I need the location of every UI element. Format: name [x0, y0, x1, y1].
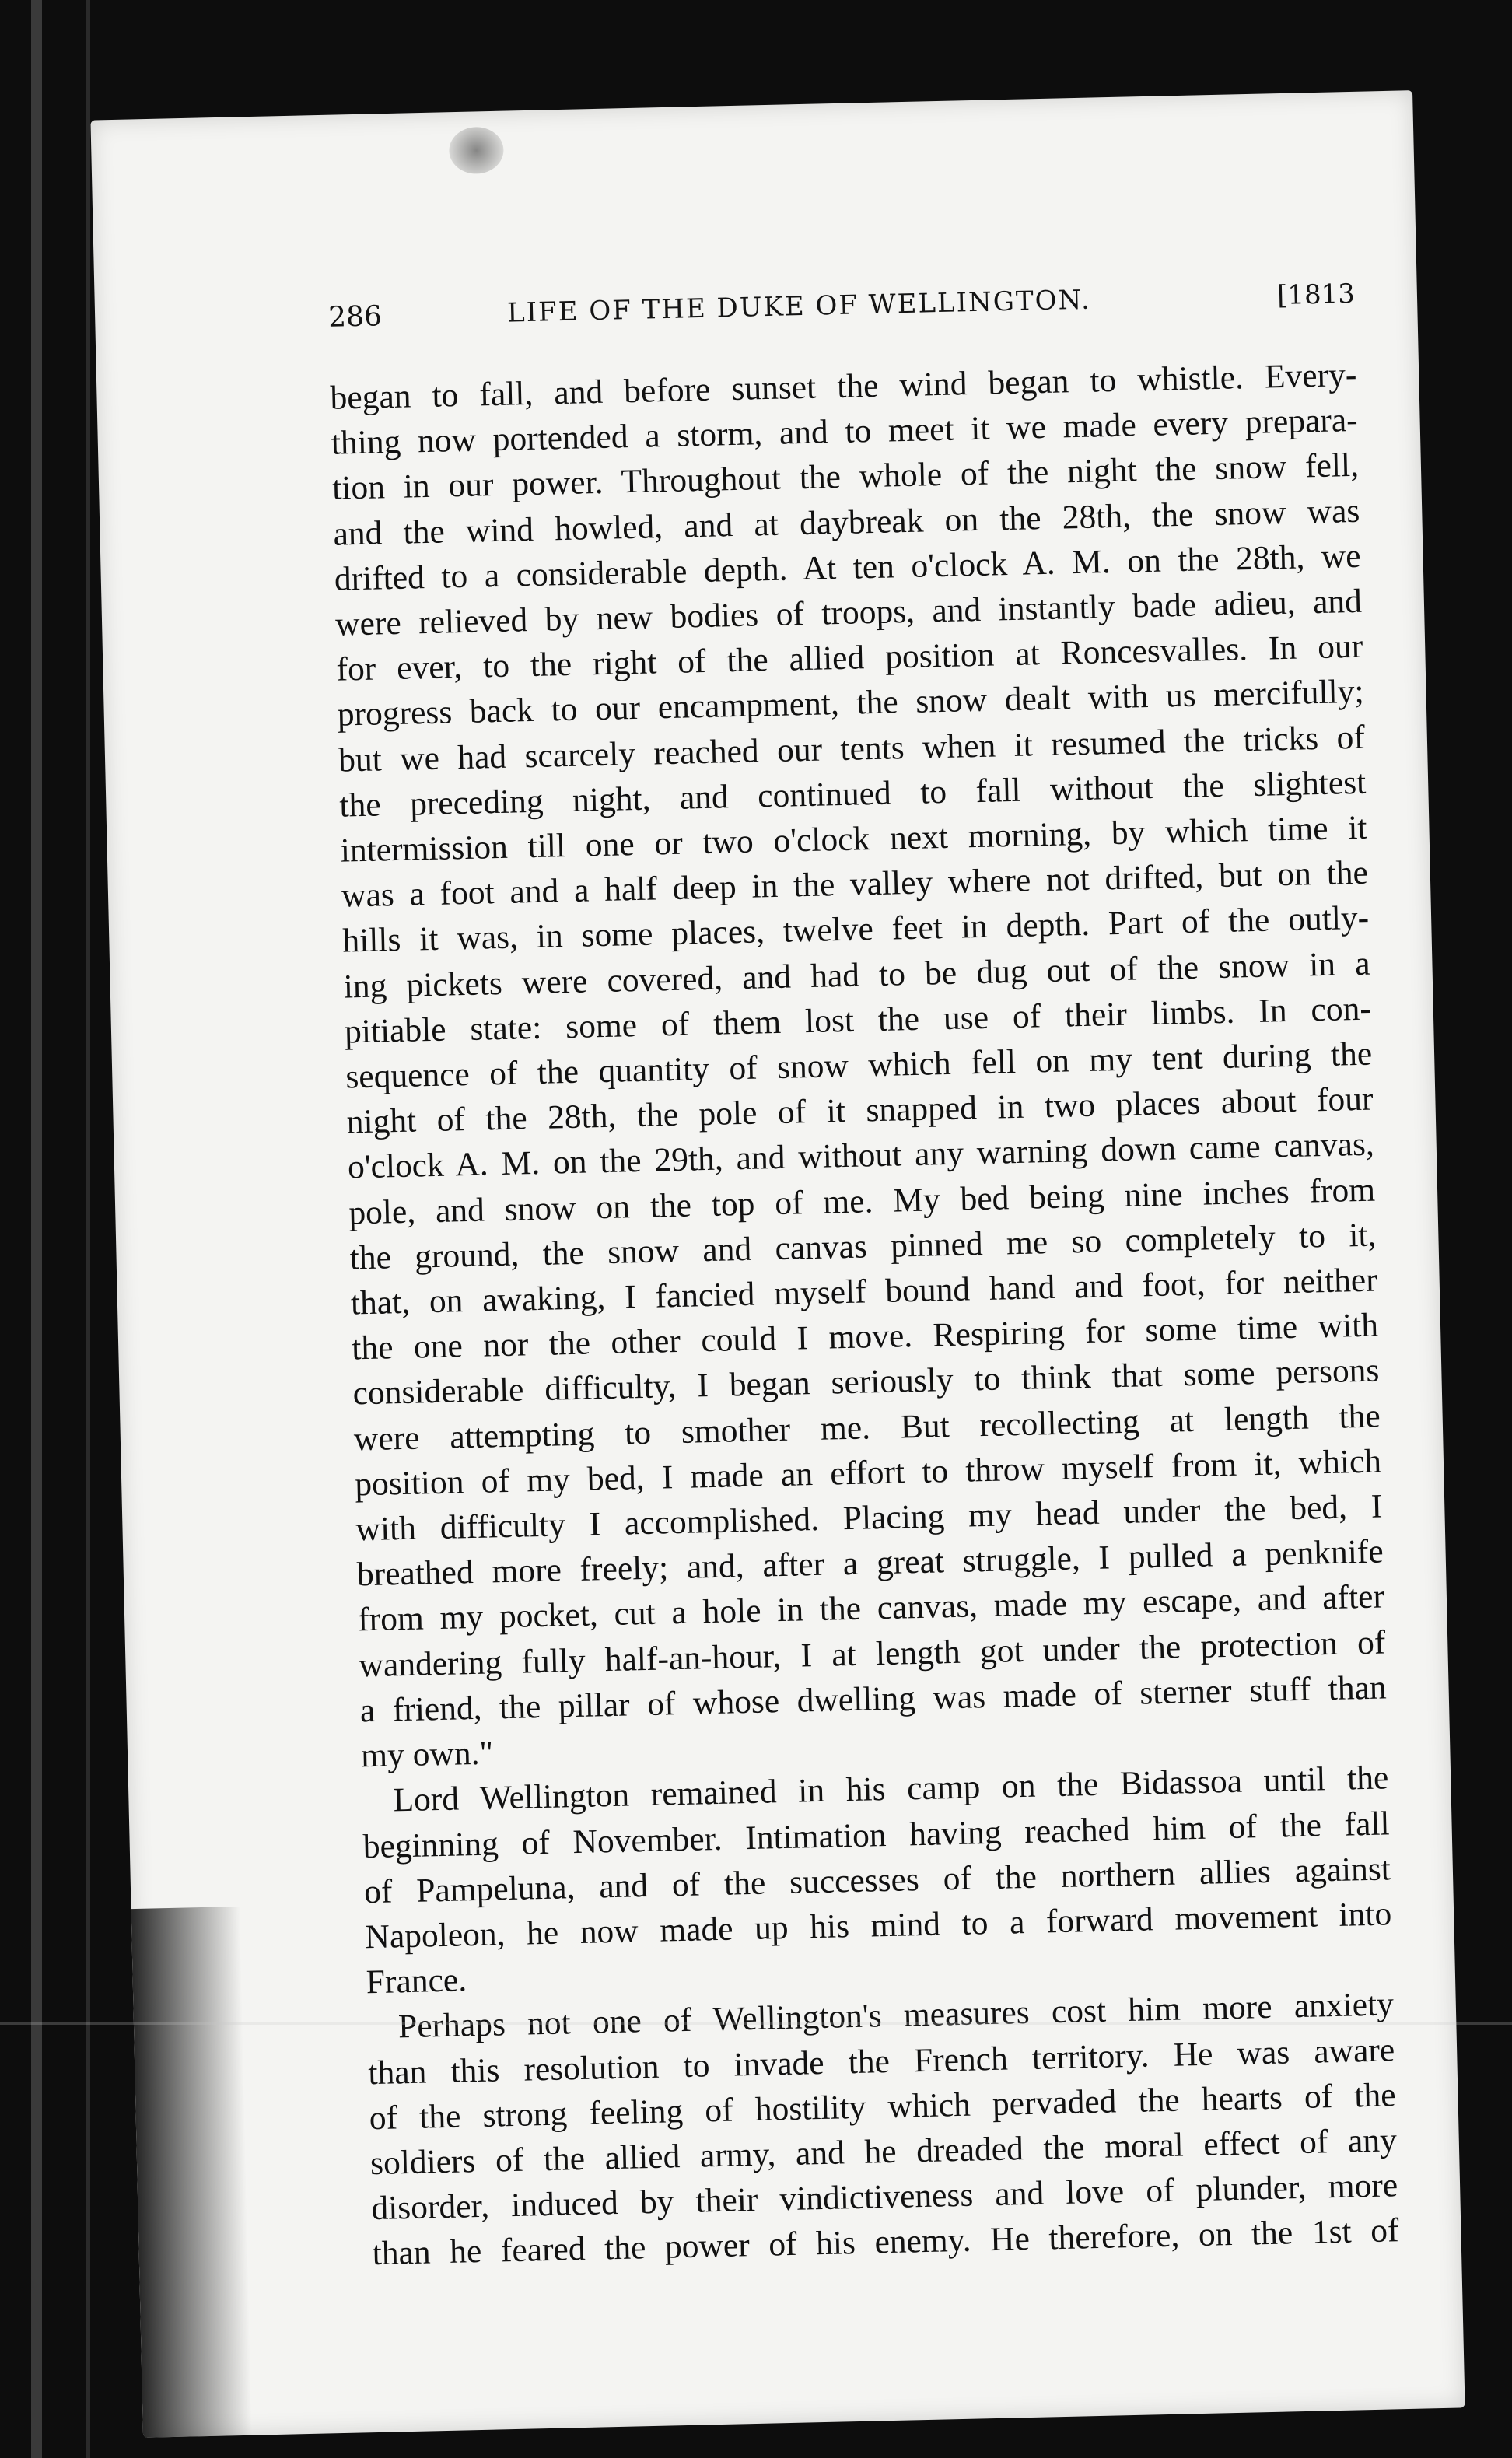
body-text: [330, 352, 1399, 2277]
text-line: position of my bed, I made an effort to throw myself from it, which: [354, 1442, 1382, 1504]
page-edge-shadow: [131, 1907, 253, 2438]
text-line: wandering fully half-an-hour, I at length got under the protection of: [359, 1623, 1386, 1685]
text-line: the ground, the snow and canvas pinned me so completely to it,: [349, 1216, 1377, 1277]
text-line: night of the 28th, the pole of it snapped in two places about four: [346, 1080, 1374, 1141]
text-line: France.: [366, 1961, 467, 2001]
text-line: than he feared the power of his enemy. He therefore, on the 1st of: [372, 2211, 1399, 2273]
text-line: of Pampeluna, and of the successes of the northern allies against: [363, 1850, 1391, 1910]
text-line: the one nor the other could I move. Respiring for some time with: [351, 1306, 1379, 1367]
scan-line-artifact: [0, 2022, 1512, 2025]
text-line: and the wind howled, and at daybreak on the 28th, the snow was: [333, 492, 1360, 553]
text-line: hills it was, in some places, twelve feet in depth. Part of the outly-: [341, 899, 1370, 961]
text-line: were relieved by new bodies of troops, and instantly bade adieu, and: [334, 582, 1363, 643]
text-line: from my pocket, cut a hole in the canvas, made my escape, and after: [357, 1577, 1385, 1639]
text-line: with difficulty I accomplished. Placing my head under the bed, I: [355, 1487, 1383, 1549]
text-line: Napoleon, he now made up his mind to a forward movement into: [364, 1895, 1392, 1956]
text-line: drifted to a considerable depth. At ten o'clock A. M. on the 28th, we: [334, 537, 1362, 598]
text-line: soldiers of the allied army, and he dreaded the moral effect of any: [369, 2121, 1398, 2183]
text-line: pitiable state: some of them lost the use of their limbs. In con-: [344, 989, 1372, 1051]
text-line: ing pickets were covered, and had to be dug out of the snow in a: [343, 944, 1370, 1006]
text-line: but we had scarcely reached our tents when it resumed the tricks of: [338, 718, 1366, 779]
text-line: the preceding night, and continued to fall without the slightest: [338, 763, 1367, 825]
text-line: that, on awaking, I fancied myself bound hand and foot, for neither: [350, 1261, 1378, 1322]
text-line: thing now portended a storm, and to meet it we made every prepara-: [331, 401, 1359, 462]
text-line: my own.": [360, 1734, 494, 1775]
text-line: o'clock A. M. on the 29th, and without any warning down came canvas,: [347, 1126, 1375, 1186]
page-header: [328, 278, 1356, 348]
text-line: a friend, the pillar of whose dwelling was made of sterner stuff than: [359, 1668, 1388, 1730]
text-line: beginning of November. Intimation having reached him of the fall: [362, 1804, 1391, 1865]
text-line: disorder, induced by their vindictiveness and love of plunder, more: [370, 2166, 1398, 2228]
text-line: progress back to our encampment, the snow dealt with us mercifully;: [337, 673, 1365, 734]
text-line: considerable difficulty, I began seriously to think that some persons: [352, 1351, 1380, 1413]
paragraph-start: Perhaps not one of Wellington's measures cost him more anxiety: [397, 1985, 1395, 2046]
text-line: tion in our power. Throughout the whole of the night the snow fell,: [331, 446, 1360, 508]
text-line: sequence of the quantity of snow which fell on my tent during the: [345, 1035, 1373, 1096]
text-line: were attempting to smother me. But recollecting at length the: [353, 1397, 1381, 1458]
page-number: 286: [327, 300, 383, 334]
text-line: breathed more freely; and, after a great struggle, I pulled a penknife: [356, 1532, 1384, 1594]
paragraph-start: Lord Wellington remained in his camp on the Bidassoa until the: [392, 1759, 1389, 1819]
year-marker: [1813: [1276, 278, 1356, 312]
book-page: [90, 90, 1465, 2438]
text-line: was a foot and a half deep in the valley where not drifted, but on the: [341, 853, 1369, 915]
text-line: pole, and snow on the top of me. My bed being nine inches from: [348, 1171, 1376, 1232]
text-line: for ever, to the right of the allied position at Roncesvalles. In our: [335, 627, 1363, 688]
running-title: LIFE OF THE DUKE OF WELLINGTON.: [506, 284, 1092, 329]
text-line: began to fall, and before sunset the wind began to whistle. Every-: [330, 355, 1357, 417]
binding-strip-inner: [86, 0, 90, 2458]
binding-strip: [31, 0, 42, 2458]
text-line: of the strong feeling of hostility which pervaded the hearts of the: [369, 2075, 1396, 2137]
ink-smudge: [449, 127, 504, 175]
text-line: intermission till one or two o'clock next morning, by which time it: [340, 808, 1368, 870]
text-line: than this resolution to invade the French territory. He was aware: [367, 2030, 1395, 2092]
